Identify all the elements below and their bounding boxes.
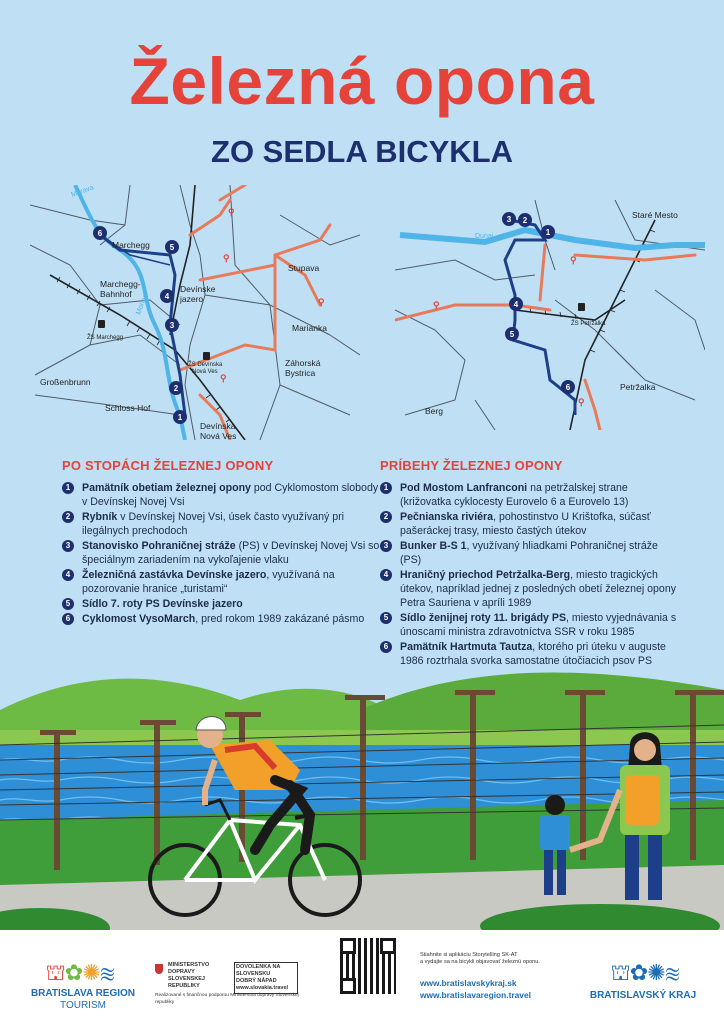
svg-text:jazero: jazero xyxy=(180,294,204,304)
svg-text:6: 6 xyxy=(565,383,571,392)
bsk-name: BRATISLAVSKÝ KRAJ xyxy=(589,990,697,1001)
label-marchegg-bahnhof: Marchegg- xyxy=(100,279,141,289)
label-petrzalka: Petržalka xyxy=(620,382,656,392)
label-zs-marchegg: ŽS Marchegg xyxy=(87,335,124,341)
label-zahorska: Záhorská xyxy=(285,358,321,368)
label-morava-river: Morava xyxy=(135,291,150,316)
label-morava-top: Morava xyxy=(70,185,95,199)
list-item: 3 Stanovisko Pohraničnej stráže (PS) v Devínskej Novej Vsi so špeciálnym zariadením na vykoľajenie vlaku xyxy=(62,539,382,567)
label-grossenbrunn: Großenbrunn xyxy=(40,377,91,387)
list-po-stopach xyxy=(62,458,382,627)
ministry-text: MINISTERSTVO DOPRAVY SLOVENSKEJ REPUBLIKY xyxy=(168,962,210,989)
list-item: 5 Sídlo 7. roty PS Devínske jazero xyxy=(62,597,382,611)
list-item: 2 Rybník v Devínskej Novej Vsi, úsek často využívaný pri ilegálnych prechodoch xyxy=(62,510,382,538)
svg-text:6: 6 xyxy=(97,229,103,238)
label-zs-devinska: ŽS Devínska xyxy=(188,362,223,368)
list-item: 3 Bunker B-S 1, využívaný hliadkami Pohraničnej stráže (PS) xyxy=(380,539,680,567)
svg-text:⚲: ⚲ xyxy=(220,373,227,383)
list-item: 4 Železničná zastávka Devínske jazero, využívaná na pozorovanie hranice „turistami“ xyxy=(62,568,382,596)
illustration-scene xyxy=(0,650,724,935)
label-dunaj: Dunaj xyxy=(475,233,494,240)
label-schloss-hof: Schloss Hof xyxy=(105,403,151,413)
list-pribehy xyxy=(380,458,680,669)
svg-text:5: 5 xyxy=(509,330,515,339)
label-stupava: Stupava xyxy=(288,263,320,273)
svg-text:⚲: ⚲ xyxy=(318,297,325,307)
app-note: Stiahnite si aplikáciu Storytelling SK-AT a vydajte sa na bicykli objavovať železnú oponu. xyxy=(420,952,540,965)
svg-text:Bystrica: Bystrica xyxy=(285,368,316,378)
svg-text:⚲: ⚲ xyxy=(223,253,230,263)
label-zs-petrzalka: ŽS Petržalka xyxy=(571,321,606,327)
svg-text:2: 2 xyxy=(522,216,528,225)
svg-text:4: 4 xyxy=(164,292,170,301)
list-item: 1 Pamätník obetiam železnej opony pod Cyklomostom slobody v Devínskej Novej Vsi xyxy=(62,481,382,509)
brt-logo-icon: ⛫✿✺≋ xyxy=(45,960,115,985)
label-stare-mesto: Staré Mesto xyxy=(632,210,678,220)
list-item: 2 Pečnianska riviéra, pohostinstvo U Krištofka, súčasť pašeráckej trasy, miesto častých útekov xyxy=(380,510,680,538)
svg-text:Nová Ves: Nová Ves xyxy=(200,431,237,440)
funding-note: Realizované s finančnou podporou Ministerstva dopravy Slovenskej republiky xyxy=(155,993,299,1005)
map-petrzalka xyxy=(395,200,705,430)
list-item: 6 Pamätník Hartmuta Tautza, ktorého pri úteku v auguste 1986 roztrhala svorka samostatne útočiacich psov PS xyxy=(380,640,680,668)
svg-text:1: 1 xyxy=(177,413,183,422)
bsk-logo-icon: ⛫✿✺≋ xyxy=(610,960,680,985)
section-heading-right: PRÍBEHY ŽELEZNEJ OPONY xyxy=(380,458,563,473)
section-heading-left: PO STOPÁCH ŽELEZNEJ OPONY xyxy=(62,458,274,473)
svg-text:3: 3 xyxy=(506,215,512,224)
list-item: 5 Sídlo ženijnej roty 11. brigády PS, miesto vyjednávania s únoscami ministra zdravotníctva SSR v roku 1985 xyxy=(380,611,680,639)
poster-subtitle: ZO SEDLA BICYKLA xyxy=(211,134,513,169)
poster-title: Železná opona xyxy=(129,44,595,118)
link-bratislavaregion[interactable]: www.bratislavaregion.travel xyxy=(420,990,531,1000)
list-item: 4 Hraničný priechod Petržalka-Berg, miesto tragických útekov, napríklad jednej z posledných obetí železnej opony Petra Sauriena v apríli 1989 xyxy=(380,568,680,610)
svg-text:Bahnhof: Bahnhof xyxy=(100,289,132,299)
svg-text:⚲: ⚲ xyxy=(433,300,440,310)
list-item: 1 Pod Mostom Lanfranconi na petržalskej strane (križovatka cyklocesty Eurovelo 6 a Eurovelo 13) xyxy=(380,481,680,509)
label-devinska: Devínska xyxy=(200,421,236,431)
brt-name: BRATISLAVA REGION xyxy=(30,988,136,999)
svg-text:⚲: ⚲ xyxy=(570,255,577,265)
ministry-crest-icon xyxy=(155,964,163,974)
svg-text:⚲: ⚲ xyxy=(228,207,235,217)
svg-text:Nová Ves: Nová Ves xyxy=(192,369,218,375)
label-marchegg: Marchegg xyxy=(112,240,150,250)
link-bratislavskykraj[interactable]: www.bratislavskykraj.sk xyxy=(420,978,517,988)
svg-text:3: 3 xyxy=(169,321,175,330)
svg-text:5: 5 xyxy=(169,243,175,252)
label-devinske-jazero: Devínske xyxy=(180,284,216,294)
dobry-napad-text: DOVOLENKA NA SLOVENSKU DOBRÝ NÁPAD www.slovakia.travel xyxy=(234,962,298,994)
svg-text:2: 2 xyxy=(173,384,179,393)
list-item: 6 Cyklomost VysoMarch, pred rokom 1989 zakázané pásmo xyxy=(62,612,382,626)
svg-text:⚲: ⚲ xyxy=(578,397,585,407)
footer xyxy=(0,930,724,1024)
label-marianka: Marianka xyxy=(292,323,327,333)
qr-code[interactable] xyxy=(340,938,396,994)
svg-text:4: 4 xyxy=(513,300,519,309)
label-berg: Berg xyxy=(425,406,443,416)
brt-tourism: TOURISM xyxy=(60,1000,106,1011)
svg-text:1: 1 xyxy=(545,228,551,237)
map-morava xyxy=(30,185,360,440)
